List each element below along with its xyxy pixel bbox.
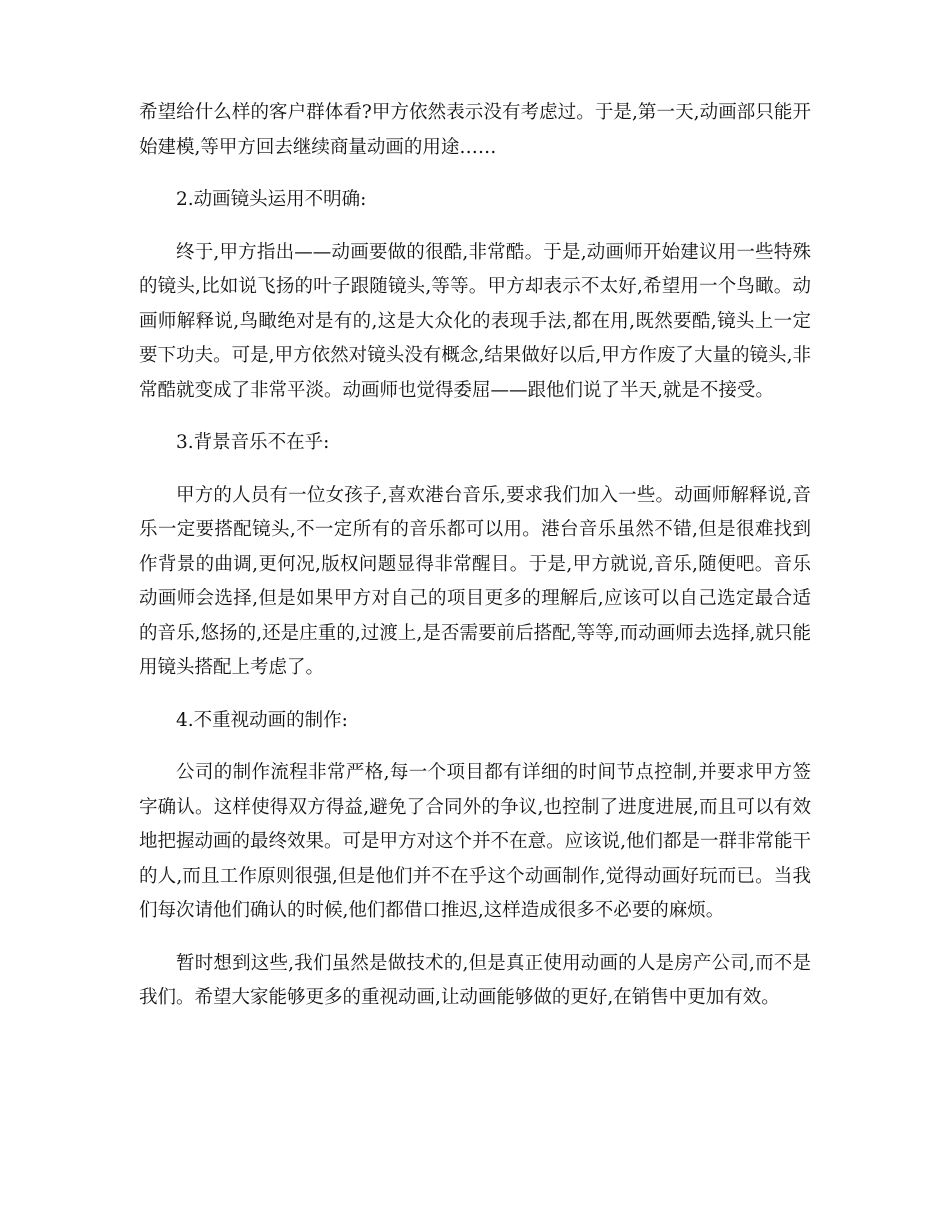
heading-camera: 2.动画镜头运用不明确: <box>176 189 367 210</box>
paragraph-production: 公司的制作流程非常严格,每一个项目都有详细的时间节点控制,并要求甲方签字确认。这样使得双方得益,避免了合同外的争议,也控制了进度进展,而且可以有效地把握动画的最终效果。可是甲方对这个并不在意。应该说,他们都是一群非常能干的人,而且工作原则很强,但是他们并不在乎这个动画制作,觉得动画好玩而已。当我们每次请他们确认的时候,他们都借口推迟,这样造成很多不必要的麻烦。 <box>139 762 811 921</box>
paragraph-camera: 终于,甲方指出——动画要做的很酷,非常酷。于是,动画师开始建议用一些特殊的镜头,比如说飞扬的叶子跟随镜头,等等。甲方却表示不太好,希望用一个鸟瞰。动画师解释说,鸟瞰绝对是有的,这是大众化的表现手法,都在用,既然要酷,镜头上一定要下功夫。可是,甲方依然对镜头没有概念,结果做好以后,甲方作废了大量的镜头,非常酷就变成了非常平淡。动画师也觉得委屈——跟他们说了半天,就是不接受。 <box>139 241 811 401</box>
heading-production: 4.不重视动画的制作: <box>176 709 348 731</box>
paragraph-music: 甲方的人员有一位女孩子,喜欢港台音乐,要求我们加入一些。动画师解释说,音乐一定要搭配镜头,不一定所有的音乐都可以用。港台音乐虽然不错,但是很难找到作背景的曲调,更何况,版权问题显得非常醒目。于是,甲方就说,音乐,随便吧。音乐动画师会选择,但是如果甲方对自己的项目更多的理解后,应该可以自己选定最合适的音乐,悠扬的,还是庄重的,过渡上,是否需要前后搭配,等等,而动画师去选择,就只能用镜头搭配上考虑了。 <box>139 484 811 678</box>
document-page <box>139 96 811 1034</box>
paragraph-conclusion: 暂时想到这些,我们虽然是做技术的,但是真正使用动画的人是房产公司,而不是我们。希望大家能够更多的重视动画,让动画能够做的更好,在销售中更加有效。 <box>139 952 811 1008</box>
paragraph-intro: 希望给什么样的客户群体看?甲方依然表示没有考虑过。于是,第一天,动画部只能开始建模,等甲方回去继续商量动画的用途…… <box>139 102 811 158</box>
heading-music: 3.背景音乐不在乎: <box>176 432 330 453</box>
